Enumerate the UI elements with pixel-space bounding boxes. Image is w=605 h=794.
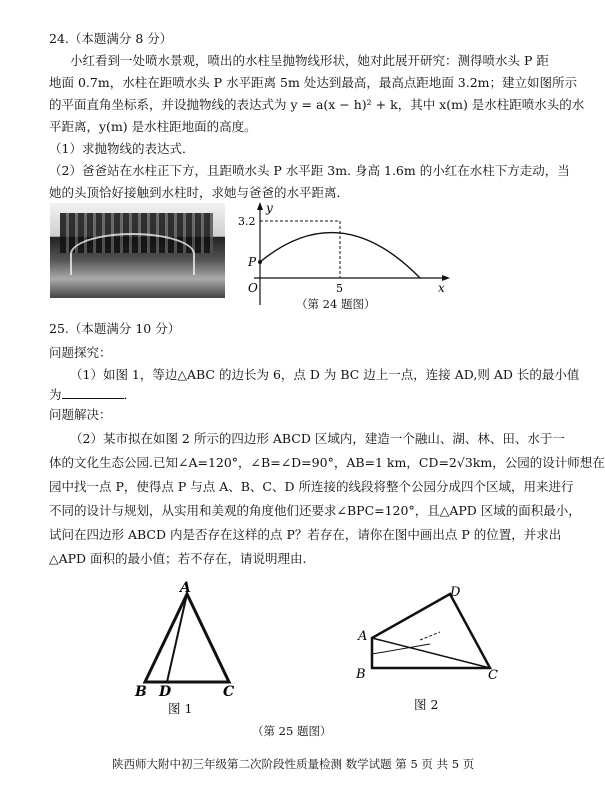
fig1-label-d: D — [159, 684, 172, 700]
q24-part-2-line-1: （2）爸爸站在水柱正下方，且距喷水头 P 水平距 3m. 身高 1.6m 的小红在水柱下方走动，当 — [49, 163, 570, 178]
fig1-label-b: B — [135, 684, 147, 700]
fig2-label-a: A — [358, 629, 368, 644]
q24-line-1: 小红看到一处喷水景观，喷出的水柱呈抛物线形状，她对此展开研究：测得喷水头 P 距 — [70, 53, 549, 68]
fig2-label-b: B — [356, 667, 366, 682]
q25-part-2-line-6: △APD 面积的最小值；若不存在，请说明理由. — [49, 551, 307, 566]
q25-header: 25.（本题满分 10 分） — [49, 321, 181, 336]
q25-part-1-prefix: 为 — [49, 387, 62, 402]
fountain-photo — [50, 203, 225, 298]
q24-line-4: 平距离，y(m) 是水柱距地面的高度。 — [49, 119, 257, 134]
q25-part-1-line-2 — [49, 386, 136, 404]
figure-1-triangle — [125, 578, 245, 698]
graph-origin-label: O — [248, 281, 258, 295]
q24-figure-caption: （第 24 题图） — [296, 297, 376, 311]
fig2-label-d: D — [450, 585, 461, 600]
q25-part-1-line-1: （1）如图 1，等边△ABC 的边长为 6，点 D 为 BC 边上一点，连接 AD,则 AD 长的最小值 — [70, 367, 580, 382]
q24-part-1: （1）求抛物线的表达式． — [49, 141, 195, 156]
figure-2-caption: 图 2 — [414, 697, 439, 712]
q25-part-1-end: ． — [123, 387, 137, 402]
fig2-label-c: C — [488, 668, 498, 683]
q25-part-2-line-5: 试问在四边形 ABCD 内是否存在这样的点 P？若存在，请你在图中画出点 P 的位置，并求出 — [49, 527, 562, 542]
q25-figure-caption: （第 25 题图） — [252, 724, 332, 738]
q24-header: 24.（本题满分 8 分） — [49, 31, 173, 46]
q25-solve-title: 问题解决： — [49, 407, 112, 422]
figure-2-quadrilateral — [350, 582, 510, 692]
graph-y-label: y — [266, 201, 273, 215]
graph-y-tick: 3.2 — [238, 215, 256, 228]
graph-x-label: x — [438, 281, 445, 295]
answer-blank — [62, 386, 124, 399]
page-footer: 陕西师大附中初三年级第二次阶段性质量检测 数学试题 第 5 页 共 5 页 — [112, 757, 475, 771]
q25-part-2-line-2: 体的文化生态公园.已知∠A=120°，∠B=∠D=90°，AB=1 km，CD=2√3km，公园的设计师想在 — [49, 455, 605, 470]
q24-line-3: 的平面直角坐标系，并设抛物线的表达式为 y = a(x − h)² + k，其中 x(m) 是水柱距喷水头的水 — [49, 97, 585, 112]
graph-x-tick: 5 — [336, 282, 343, 295]
q25-explore-title: 问题探究： — [49, 345, 112, 360]
figure-1-caption: 图 1 — [168, 701, 193, 716]
q25-part-2-line-1: （2）某市拟在如图 2 所示的四边形 ABCD 区域内，建造一个融山、湖、林、田、水于一 — [70, 431, 565, 446]
q24-part-2-line-2: 她的头顶恰好接触到水柱时，求她与爸爸的水平距离． — [49, 185, 350, 200]
q24-line-2: 地面 0.7m，水柱在距喷水头 P 水平距离 5m 处达到最高，最高点距地面 3.2m；建立如图所示 — [49, 75, 578, 90]
q25-part-2-line-4: 不同的设计与规划，从实用和美观的角度他们还要求∠BPC=120°，且△APD 区域的面积最小， — [49, 503, 581, 518]
fig1-label-a: A — [180, 580, 191, 596]
q25-part-2-line-3: 园中找一点 P，使得点 P 与点 A、B、C、D 所连接的线段将整个公园分成四个区域，用来进行 — [49, 479, 574, 494]
graph-p-label: P — [248, 255, 257, 269]
fig1-label-c: C — [223, 684, 235, 700]
